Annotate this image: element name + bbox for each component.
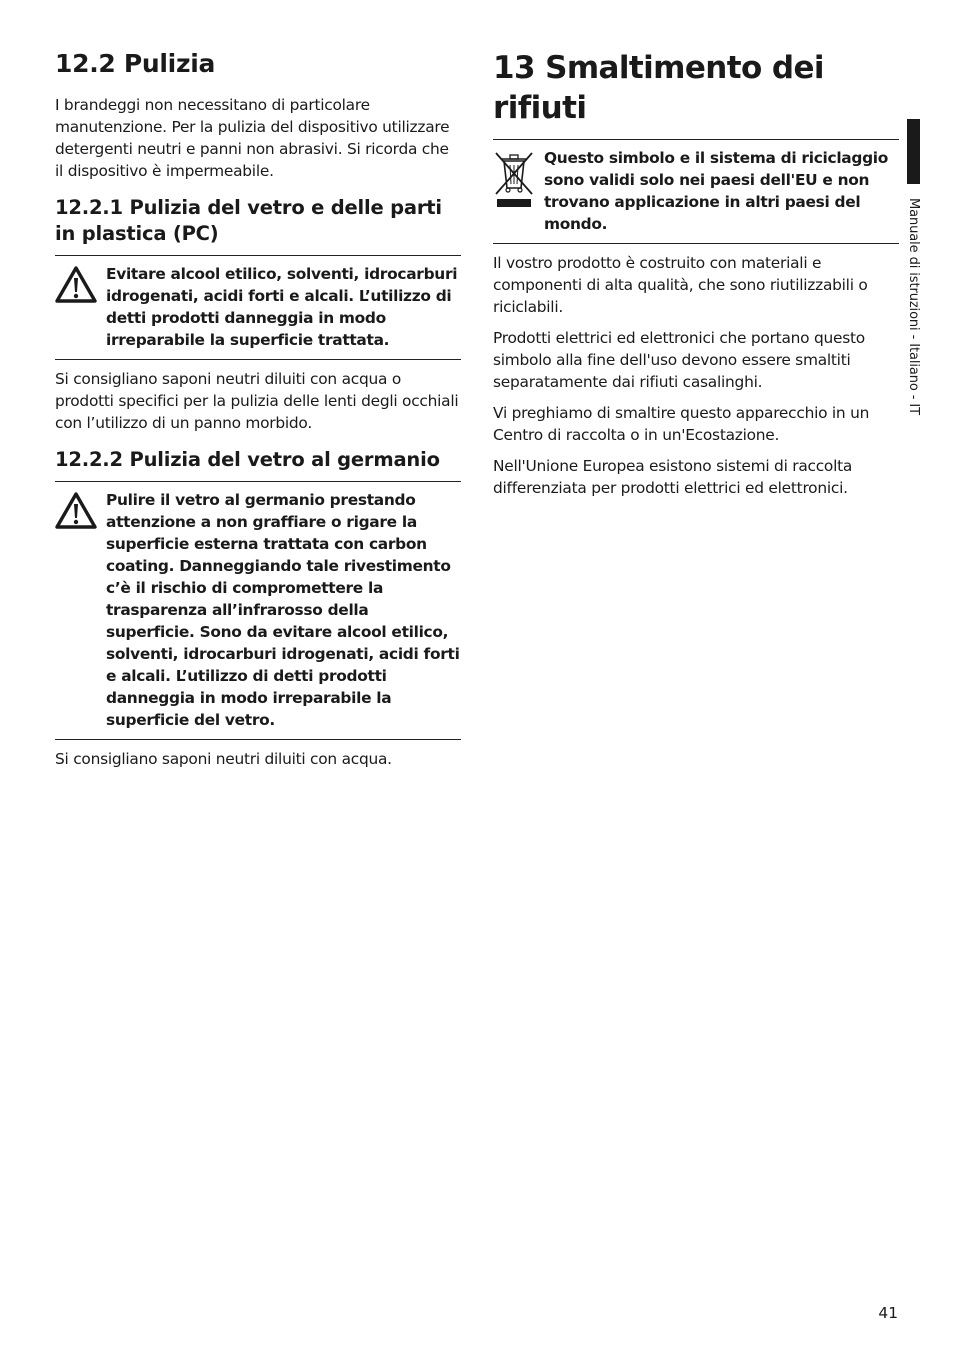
intro-paragraph: I brandeggi non necessitano di particolare manutenzione. Per la pulizia del dispositivo utilizzare detergenti neutri e panni non abrasivi. Si ricorda che il dispositivo è impermeabile. <box>55 96 450 180</box>
section-title-13: 13 Smaltimento dei rifiuti <box>493 50 824 126</box>
subsection-2-body: Si consigliano saponi neutri diluiti con acqua. <box>55 750 392 768</box>
disposal-paragraph-4: Nell'Unione Europea esistono sistemi di raccolta differenziata per prodotti elettrici ed elettronici. <box>493 457 853 497</box>
subsection-1-body: Si consigliano saponi neutri diluiti con acqua o prodotti specifici per la pulizia delle lenti degli occhiali con l’utilizzo di un panno morbido. <box>55 370 459 432</box>
side-tab-marker <box>907 119 920 184</box>
weee-note <box>493 139 899 244</box>
subsection-title-12-2-2: 12.2.2 Pulizia del vetro al germanio <box>55 448 440 471</box>
disposal-paragraph-2: Prodotti elettrici ed elettronici che portano questo simbolo alla fine dell'uso devono essere smaltiti separatamente dai rifiuti casalinghi. <box>493 329 865 391</box>
side-label: Manuale di istruzioni - Italiano - IT <box>906 198 921 415</box>
warning-triangle-icon <box>55 263 106 307</box>
page-number: 41 <box>878 1304 898 1322</box>
weee-note-text: Questo simbolo e il sistema di riciclaggio sono validi solo nei paesi dell'EU e non trovano applicazione in altri paesi del mondo. <box>544 149 889 233</box>
warning-triangle-icon <box>55 489 106 533</box>
disposal-paragraph-3: Vi preghiamo di smaltire questo apparecchio in un Centro di raccolta o in un'Ecostazione. <box>493 404 870 444</box>
subsection-title-12-2-1: 12.2.1 Pulizia del vetro e delle parti in plastica (PC) <box>55 196 442 245</box>
crossed-bin-icon <box>493 147 544 216</box>
left-column <box>55 48 461 779</box>
warning-text-2: Pulire il vetro al germanio prestando attenzione a non graffiare o rigare la superficie esterna trattata con carbon coating. Danneggiando tale rivestimento c’è il rischio di compromettere la trasparenza all’infrarosso della superficie. Sono da evitare alcool etilico, solventi, idrocarburi idrogenati, acidi forti e alcali. L’utilizzo di detti prodotti danneggia in modo irreparabile la superficie del vetro. <box>106 491 460 729</box>
warning-note-1 <box>55 255 461 360</box>
warning-note-2 <box>55 481 461 740</box>
warning-text-1: Evitare alcool etilico, solventi, idrocarburi idrogenati, acidi forti e alcali. L’utilizzo di detti prodotti danneggia in modo irreparabile la superficie trattata. <box>106 265 458 349</box>
disposal-paragraph-1: Il vostro prodotto è costruito con materiali e componenti di alta qualità, che sono riutilizzabili o riciclabili. <box>493 254 868 316</box>
section-title-12-2: 12.2 Pulizia <box>55 49 216 78</box>
right-column <box>493 48 899 508</box>
